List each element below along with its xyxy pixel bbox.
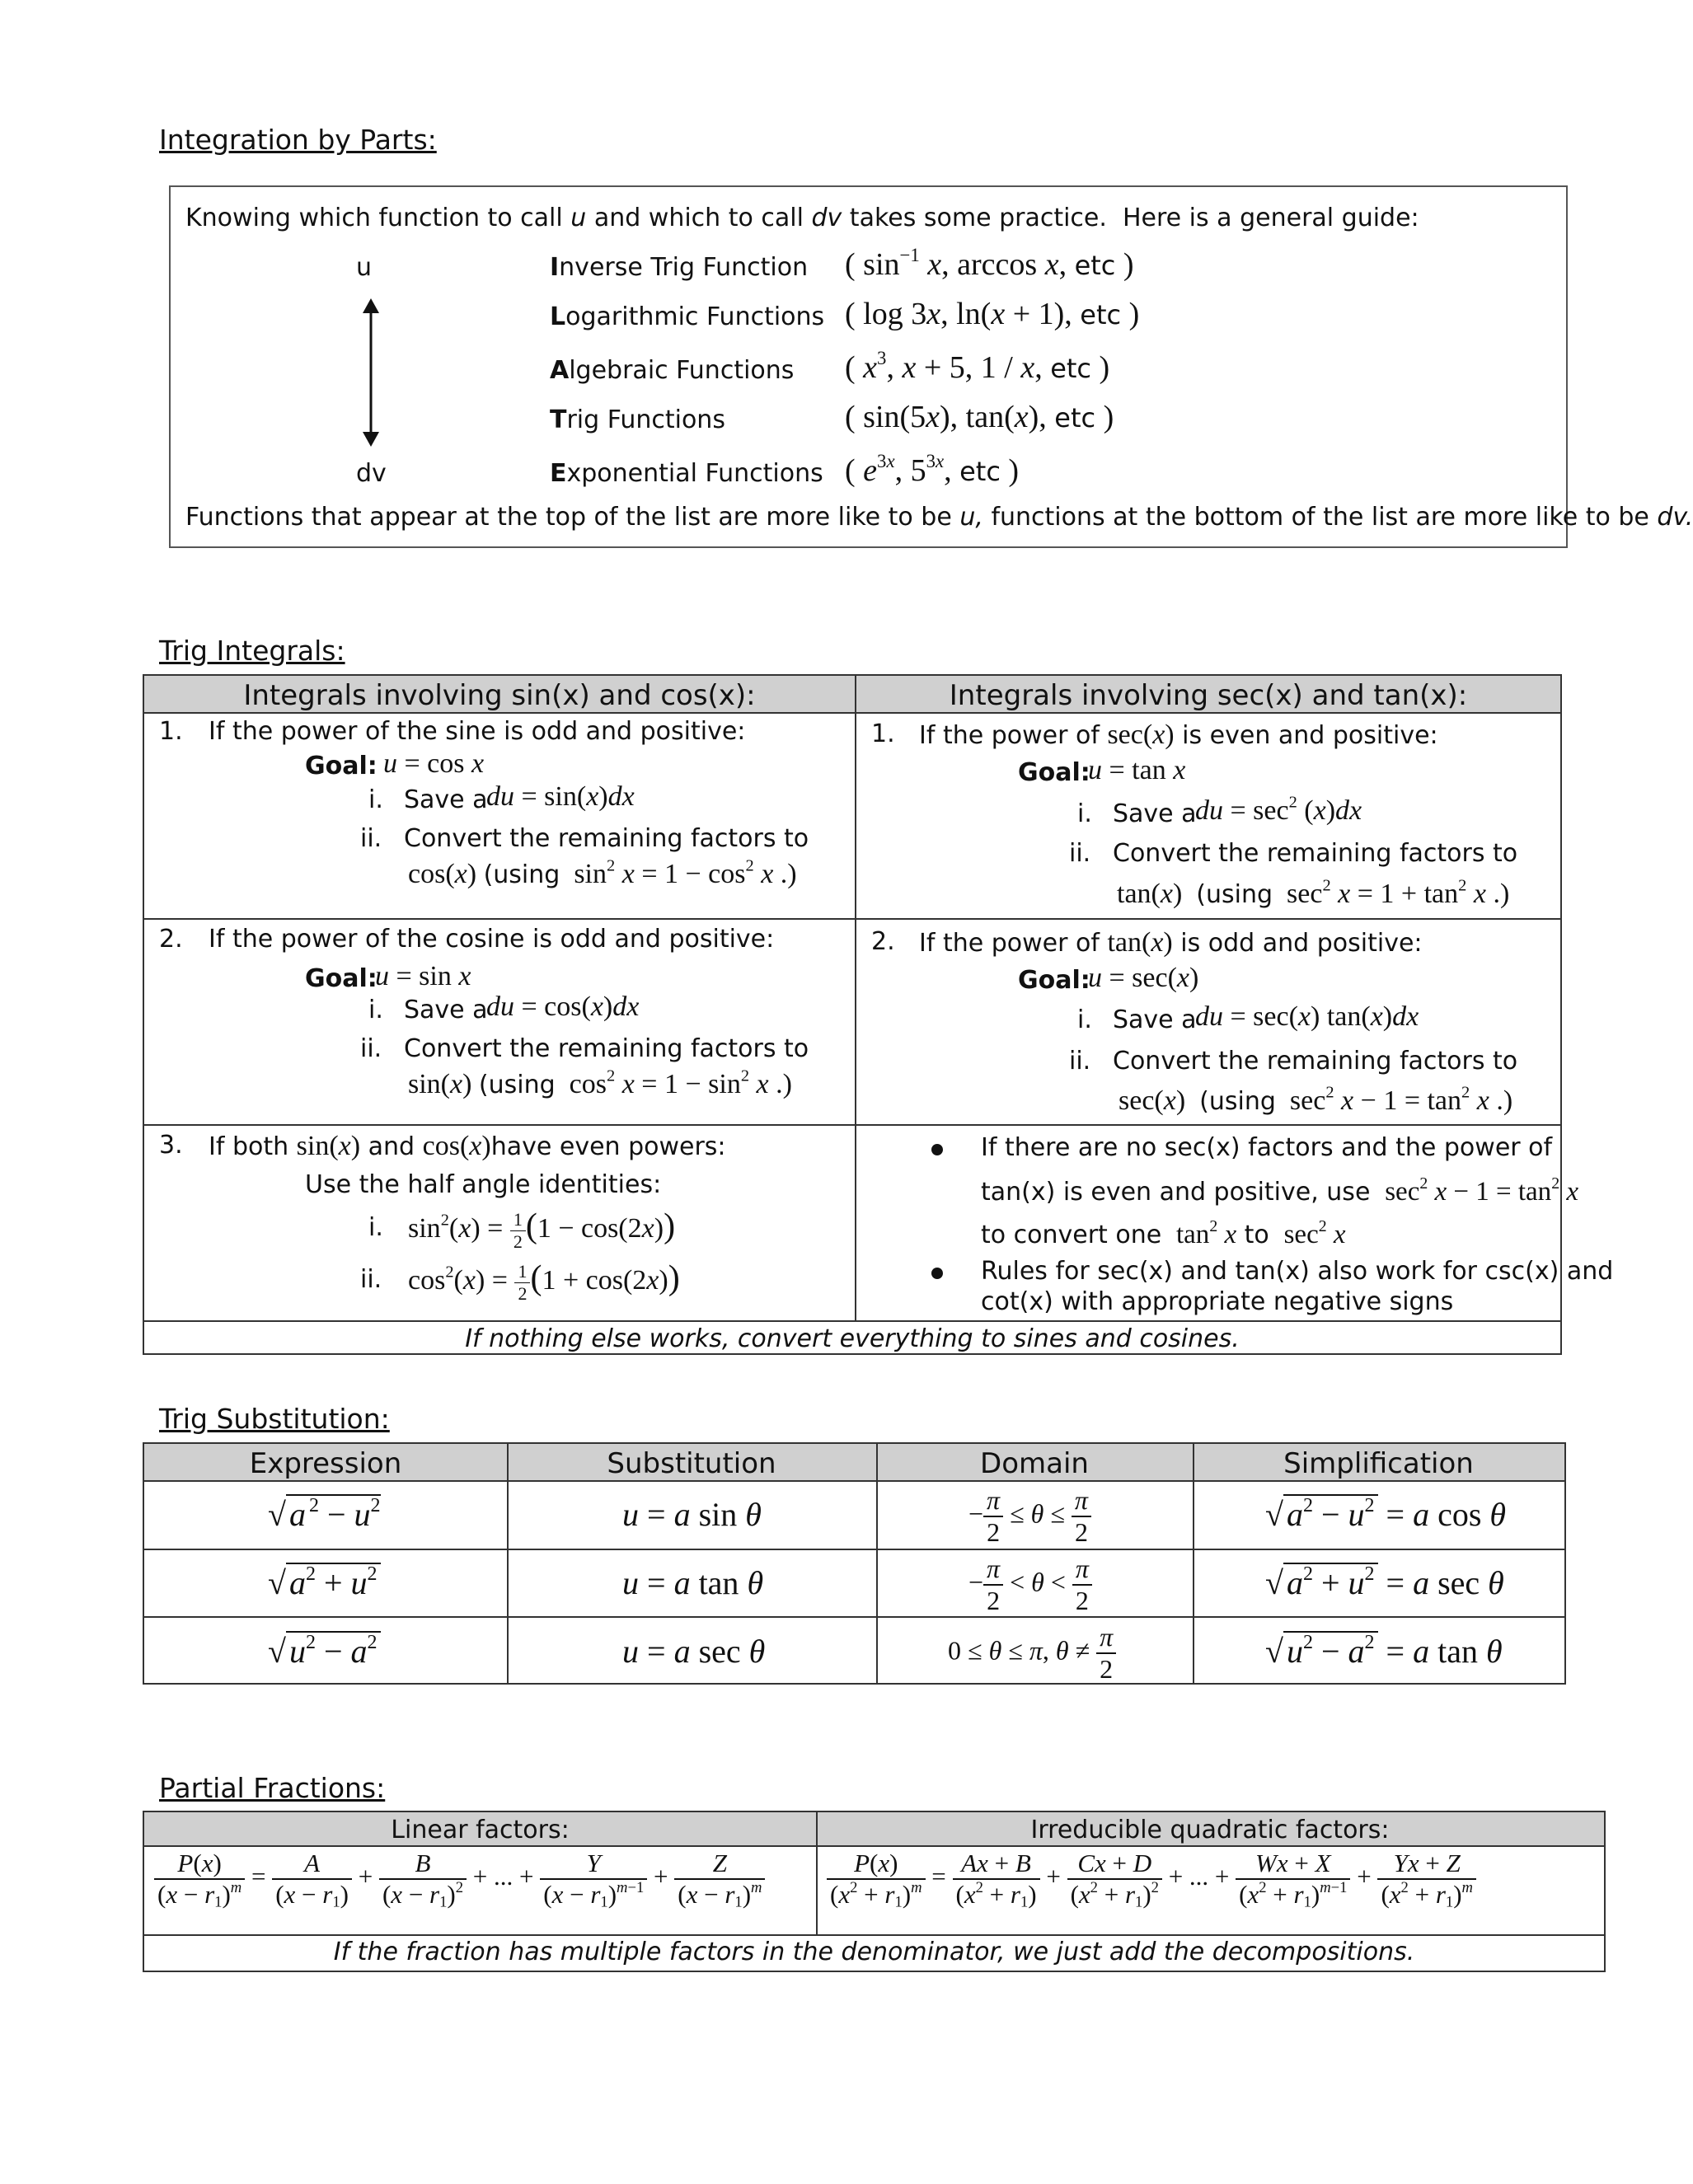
c2r2-ii-text: Convert the remaining factors to [1113,1047,1518,1076]
ts-vline-3 [1193,1444,1194,1683]
c1r1-i-eq: du = sin(x)dx [486,781,635,812]
trig-integrals-table [143,674,1614,1355]
ibp-row-exp: Exponential Functions [550,459,823,488]
c1r2-ii-eq: sin(x) (using $\cos^2 x = 1 - \sin^2 x$ .) [408,1066,792,1099]
c2r2-title: If the power of tan(x) is odd and positive: [919,927,1423,958]
c2r2-i-text: Save a [1113,1005,1197,1034]
ts-vline-1 [507,1444,509,1683]
trig-sub-table [143,1442,1566,1685]
c2r3-b2-l2: cot(x) with appropriate negative signs [981,1287,1454,1316]
c2r2-num: 2. [871,927,895,956]
ts-r2-simp: √ $a^2 + u^2 = a$ sec θ [1265,1563,1504,1601]
c2r1-i: i. [1077,799,1092,828]
c1r1-goal: Goal: [305,752,378,780]
c1r3-i: i. [368,1213,383,1242]
partial-vline [816,1812,818,1934]
ts-r1-simp: √ $a^2 - u^2 = a$ cos θ [1265,1495,1507,1533]
c1r1-i: i. [368,785,383,814]
c1r1-ii-text: Convert the remaining factors to [404,824,809,853]
trig-sub-h-expression: Expression [249,1447,402,1480]
c2r1-i-text: Save a [1113,799,1197,828]
ts-r1-dom: − $\frac{\pi}{2}$ ≤ θ ≤ $\frac{\pi}{2}$ [968,1485,1091,1548]
partial-linear-formula: $\frac{P(x)}{(x - r_1)^m}$ = $\frac{A}{(x - r_1)}$ + $\frac{B}{(x - r_1)^2}$ + ... + $\frac{Y}{(x - r_1)^{m-1}}$ + $\frac{Z}{(x - r_1)^m}$ [154,1849,765,1910]
ts-hline-2 [144,1616,1564,1618]
partial-quadratic-formula: $\frac{P(x)}{(x^2 + r_1)^m}$ = $\frac{Ax + B}{(x^2 + r_1)}$ + $\frac{Cx + D}{(x^2 + r_1)^2}$ + ... + $\frac{Wx + X}{(x^2 + r_1)^{m-1}}$ + $\frac{Yx + Z}{(x^2 + r_1)^m}$ [827,1849,1476,1910]
partial-col2-header: Irreducible quadratic factors: [1030,1816,1390,1844]
trig-sub-h-simplification: Simplification [1283,1447,1474,1480]
ts-r2-expr: √ $a^2 + u^2$ [268,1563,381,1602]
ts-r1-expr: √ a $^2 - u^2$ [268,1495,381,1533]
partial-table [143,1811,1606,1972]
c2r1-title: If the power of sec(x) is even and positive: [919,719,1438,750]
c1r3-title: If both sin(x) and cos(x)have even powers: [209,1131,726,1161]
ibp-example-exp: ( $e^{3x}$, $5^{3x}$, etc ) [845,451,1020,488]
c1r2-i: i. [368,996,383,1024]
c1r2-i-text: Save a [404,996,488,1024]
c2r1-ii-eq: tan(x) (using $\sec^2 x = 1 + \tan^2 x$ .) [1117,876,1510,909]
trig-col1-header: Integrals involving sin(x) and cos(x): [243,679,756,712]
trig-row-divider-1 [144,918,1560,920]
c1r1-ii-eq: cos(x) (using $\sin^2 x = 1 - \cos^2 x$ .) [408,856,797,889]
c1r1-goal-eq: u = cos x [383,748,485,779]
dv-label: dv [356,459,387,488]
c2r2-goal-eq: u = sec(x) [1088,963,1199,993]
c2r3-b1-l1: If there are no sec(x) factors and the power of [981,1133,1553,1162]
trig-col2-header: Integrals involving sec(x) and tan(x): [949,679,1468,712]
ibp-heading: Integration by Parts: [159,124,437,156]
trig-integrals-heading: Trig Integrals: [159,635,345,667]
ts-vline-2 [876,1444,878,1683]
c1r3-ii: ii. [360,1265,382,1294]
ibp-row-trig: Trig Functions [550,405,725,434]
trig-col-divider [855,676,856,1320]
ibp-example-trig: ( sin(5x), tan(x), etc ) [845,400,1114,434]
c1r2-title: If the power of the cosine is odd and positive: [209,925,775,954]
bullet-2 [931,1268,943,1279]
c1r1-num: 1. [159,717,183,746]
ts-r1-sub: u = a sin θ [622,1496,762,1533]
c1r2-i-eq: du = cos(x)dx [486,991,640,1022]
c1r3-i-eq: $\sin^2(x)$ = $\frac{1}{2}$ (1 − cos(2x)) [408,1207,676,1252]
trig-integrals-footer: If nothing else works, convert everything to sines and cosines. [465,1324,1240,1353]
ibp-intro: Knowing which function to call u and which to call dv takes some practice. Here is a general guide: [185,204,1419,232]
c2r1-goal-eq: u = tan x [1088,755,1186,785]
c2r3-b1-l2: tan(x) is even and positive, use $\sec^2 x - 1 = \tan^2 x$ [981,1174,1578,1207]
trig-sub-h-substitution: Substitution [607,1447,776,1480]
c2r2-i: i. [1077,1005,1092,1034]
partial-col1-header: Linear factors: [391,1816,570,1844]
c2r1-i-eq: du = $\sec^2 (x)dx$ [1195,793,1362,826]
ts-r2-sub: u = a tan θ [622,1564,764,1601]
ts-r3-expr: √ $u^2 - a^2$ [268,1632,381,1671]
c2r1-goal: Goal: [1018,758,1090,787]
ibp-row-inverse: Inverse Trig Function [550,253,809,282]
c1r3-ii-eq: $\cos^2(x)$ = $\frac{1}{2}$ (1 + cos(2x)) [408,1259,680,1304]
c2r1-ii-text: Convert the remaining factors to [1113,839,1518,868]
trig-row-divider-3 [144,1320,1560,1322]
ts-r3-simp: √ $u^2 - a^2 = a$ tan θ [1265,1632,1503,1670]
ts-hline-1 [144,1549,1564,1550]
c2r3-b1-l3: to convert one $\tan^2 x$ to $\sec^2 x$ [981,1217,1346,1249]
ts-r2-dom: − $\frac{\pi}{2}$ < θ < $\frac{\pi}{2}$ [968,1554,1092,1616]
ibp-guide-box [169,185,1693,548]
c2r2-ii-eq: sec(x) (using $\sec^2 x - 1 = \tan^2 x$ .) [1119,1083,1513,1116]
c2r1-ii: ii. [1069,839,1091,868]
c1r1-i-text: Save a [404,785,488,814]
c1r3-num: 3. [159,1131,183,1160]
c1r1-ii: ii. [360,824,382,853]
double-arrow-icon [354,298,387,447]
trig-sub-h-domain: Domain [980,1447,1089,1480]
ibp-example-alg: ( $x^3$, x + 5, 1 / x, etc ) [845,348,1110,385]
c1r2-ii: ii. [360,1034,382,1063]
ibp-row-log: Logarithmic Functions [550,302,825,331]
c2r2-goal: Goal: [1018,966,1090,995]
ibp-example-inverse: ( $\sin^{-1} x$, arccos x, etc ) [845,245,1134,282]
trig-sub-heading: Trig Substitution: [159,1403,390,1435]
c1r2-num: 2. [159,925,183,954]
partial-footer: If the fraction has multiple factors in the denominator, we just add the decompositions. [333,1938,1415,1966]
trig-row-divider-2 [144,1124,1560,1126]
u-label: u [356,253,373,282]
c1r2-goal-eq: u = sin x [375,961,471,991]
ts-r3-sub: u = a sec θ [622,1633,766,1670]
ts-r3-dom: 0 ≤ θ ≤ π, θ ≠ $\frac{\pi}{2}$ [948,1622,1116,1685]
c2r1-num: 1. [871,719,895,748]
bullet-1 [931,1144,943,1155]
ibp-example-log: ( log 3x, ln(x + 1), etc ) [845,297,1140,331]
c1r1-title: If the power of the sine is odd and positive: [209,717,746,746]
partial-heading: Partial Fractions: [159,1772,386,1804]
ibp-footer: Functions that appear at the top of the list are more like to be u, functions at the bottom of the list are more like to be dv. [185,503,1693,532]
c1r2-goal: Goal: [305,964,378,993]
c2r2-i-eq: du = sec(x) tan(x)dx [1195,1001,1419,1032]
c1r3-sub: Use the half angle identities: [305,1170,662,1199]
c1r2-ii-text: Convert the remaining factors to [404,1034,809,1063]
ibp-row-alg: Algebraic Functions [550,356,795,385]
partial-hline [144,1934,1604,1936]
c2r2-ii: ii. [1069,1047,1091,1076]
c2r3-b2-l1: Rules for sec(x) and tan(x) also work for csc(x) and [981,1257,1614,1286]
